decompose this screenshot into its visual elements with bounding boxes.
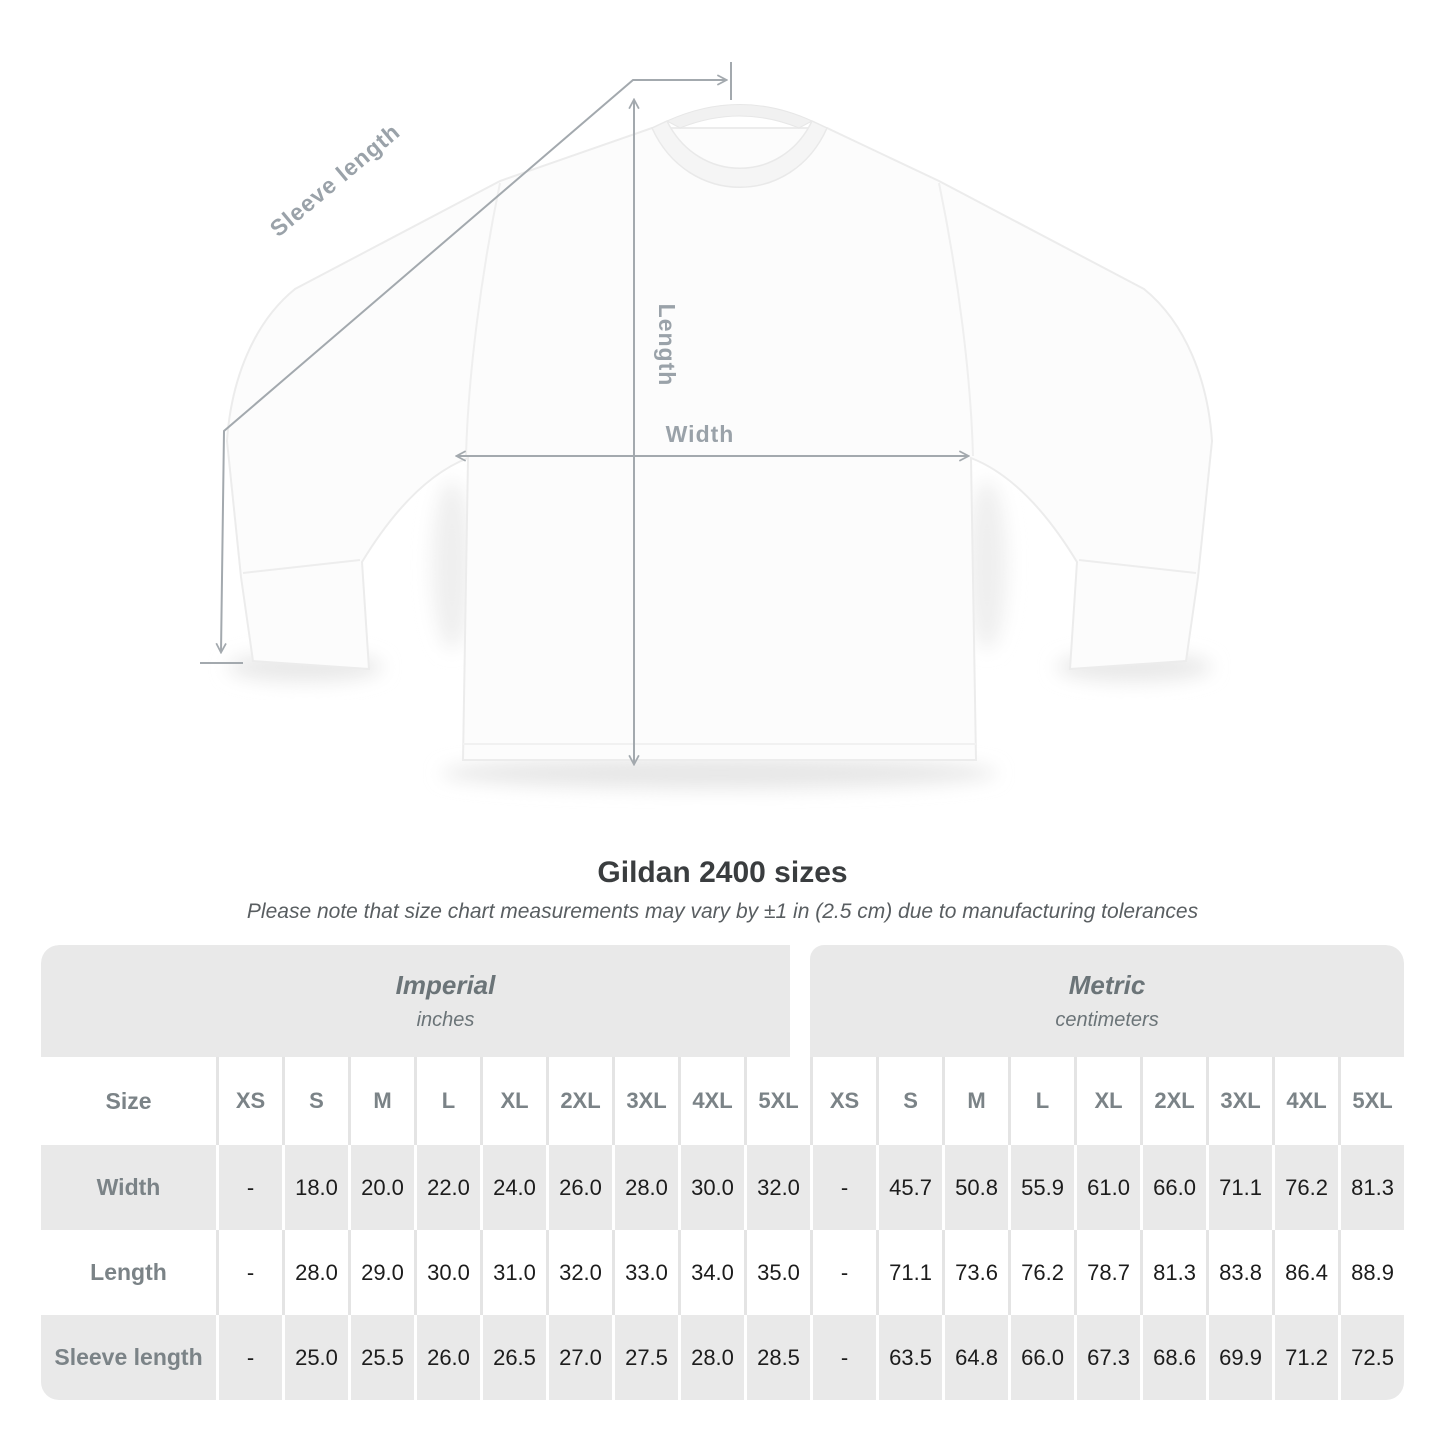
width-imp-xl: 24.0: [480, 1145, 546, 1230]
length-imp-l: 30.0: [414, 1230, 480, 1315]
size-col-met-m: M: [942, 1057, 1008, 1145]
length-met-xl: 78.7: [1074, 1230, 1140, 1315]
length-imp-5xl: 35.0: [744, 1230, 810, 1315]
size-col-imp-5xl: 5XL: [744, 1057, 810, 1145]
length-imp-xl: 31.0: [480, 1230, 546, 1315]
sleeve-imp-3xl: 27.5: [612, 1315, 678, 1400]
imperial-title: Imperial: [395, 970, 496, 1000]
size-col-imp-xl: XL: [480, 1057, 546, 1145]
size-col-met-4xl: 4XL: [1272, 1057, 1338, 1145]
length-met-2xl: 81.3: [1140, 1230, 1206, 1315]
sleeve-imp-l: 26.0: [414, 1315, 480, 1400]
page-subtitle: Please note that size chart measurements may vary by ±1 in (2.5 cm) due to manufacturing tolerances: [246, 900, 1199, 923]
size-col-imp-l: L: [414, 1057, 480, 1145]
length-imp-m: 29.0: [348, 1230, 414, 1315]
imperial-band: [41, 945, 810, 1057]
width-met-s: 45.7: [876, 1145, 942, 1230]
sleeve-met-4xl: 71.2: [1272, 1315, 1338, 1400]
size-col-imp-2xl: 2XL: [546, 1057, 612, 1145]
size-col-met-3xl: 3XL: [1206, 1057, 1272, 1145]
metric-unit: centimeters: [1055, 1009, 1159, 1031]
page-title: Gildan 2400 sizes: [597, 856, 848, 889]
imperial-unit: inches: [416, 1009, 475, 1031]
sleeve-met-s: 63.5: [876, 1315, 942, 1400]
sleeve-length-row: [41, 1315, 1404, 1400]
sleeve-met-5xl: 72.5: [1338, 1315, 1404, 1400]
size-col-met-2xl: 2XL: [1140, 1057, 1206, 1145]
width-label: Width: [665, 421, 735, 447]
size-col-imp-s: S: [282, 1057, 348, 1145]
sleeve-imp-4xl: 28.0: [678, 1315, 744, 1400]
length-met-s: 71.1: [876, 1230, 942, 1315]
width-imp-m: 20.0: [348, 1145, 414, 1230]
sleeve-length-label: Sleeve length: [264, 118, 405, 242]
sleeve-imp-2xl: 27.0: [546, 1315, 612, 1400]
length-met-m: 73.6: [942, 1230, 1008, 1315]
sleeve-imp-s: 25.0: [282, 1315, 348, 1400]
width-met-5xl: 81.3: [1338, 1145, 1404, 1230]
sleeve-met-2xl: 68.6: [1140, 1315, 1206, 1400]
size-col-met-l: L: [1008, 1057, 1074, 1145]
size-header-row: [41, 1057, 1404, 1145]
length-met-5xl: 88.9: [1338, 1230, 1404, 1315]
width-imp-l: 22.0: [414, 1145, 480, 1230]
length-met-l: 76.2: [1008, 1230, 1074, 1315]
size-col-imp-xs: XS: [216, 1057, 282, 1145]
size-col-imp-m: M: [348, 1057, 414, 1145]
size-col-imp-3xl: 3XL: [612, 1057, 678, 1145]
width-met-4xl: 76.2: [1272, 1145, 1338, 1230]
width-imp-2xl: 26.0: [546, 1145, 612, 1230]
sleeve-imp-xs: -: [216, 1315, 282, 1400]
length-label: Length: [654, 303, 680, 387]
size-table-container: [41, 945, 1404, 1400]
width-met-l: 55.9: [1008, 1145, 1074, 1230]
length-imp-xs: -: [216, 1230, 282, 1315]
sleeve-imp-m: 25.5: [348, 1315, 414, 1400]
title-block: [0, 856, 1445, 924]
sleeve-imp-xl: 26.5: [480, 1315, 546, 1400]
size-col-met-5xl: 5XL: [1338, 1057, 1404, 1145]
width-imp-s: 18.0: [282, 1145, 348, 1230]
sleeve-met-xs: -: [810, 1315, 876, 1400]
length-met-4xl: 86.4: [1272, 1230, 1338, 1315]
width-met-xs: -: [810, 1145, 876, 1230]
sleeve-imp-5xl: 28.5: [744, 1315, 810, 1400]
length-imp-2xl: 32.0: [546, 1230, 612, 1315]
sleeve-met-xl: 67.3: [1074, 1315, 1140, 1400]
length-met-3xl: 83.8: [1206, 1230, 1272, 1315]
sleeve-met-l: 66.0: [1008, 1315, 1074, 1400]
size-table: [41, 945, 1404, 1400]
sleeve-met-m: 64.8: [942, 1315, 1008, 1400]
width-met-3xl: 71.1: [1206, 1145, 1272, 1230]
width-met-m: 50.8: [942, 1145, 1008, 1230]
size-col-met-xs: XS: [810, 1057, 876, 1145]
length-met-xs: -: [810, 1230, 876, 1315]
width-met-2xl: 66.0: [1140, 1145, 1206, 1230]
size-header-label: Size: [41, 1057, 216, 1145]
unit-band-row: [41, 945, 1404, 1057]
width-imp-4xl: 30.0: [678, 1145, 744, 1230]
size-col-imp-4xl: 4XL: [678, 1057, 744, 1145]
width-imp-3xl: 28.0: [612, 1145, 678, 1230]
width-imp-xs: -: [216, 1145, 282, 1230]
size-col-met-s: S: [876, 1057, 942, 1145]
width-imp-5xl: 32.0: [744, 1145, 810, 1230]
length-imp-s: 28.0: [282, 1230, 348, 1315]
metric-title: Metric: [1068, 970, 1146, 1000]
row-label-width: Width: [41, 1145, 216, 1230]
back-collar: [667, 105, 812, 129]
length-imp-3xl: 33.0: [612, 1230, 678, 1315]
sleeve-met-3xl: 69.9: [1206, 1315, 1272, 1400]
width-row: [41, 1145, 1404, 1230]
length-row: [41, 1230, 1404, 1315]
length-imp-4xl: 34.0: [678, 1230, 744, 1315]
metric-band: [810, 945, 1404, 1057]
row-label-length: Length: [41, 1230, 216, 1315]
size-col-met-xl: XL: [1074, 1057, 1140, 1145]
row-label-sleeve-length: Sleeve length: [41, 1315, 216, 1400]
width-met-xl: 61.0: [1074, 1145, 1140, 1230]
